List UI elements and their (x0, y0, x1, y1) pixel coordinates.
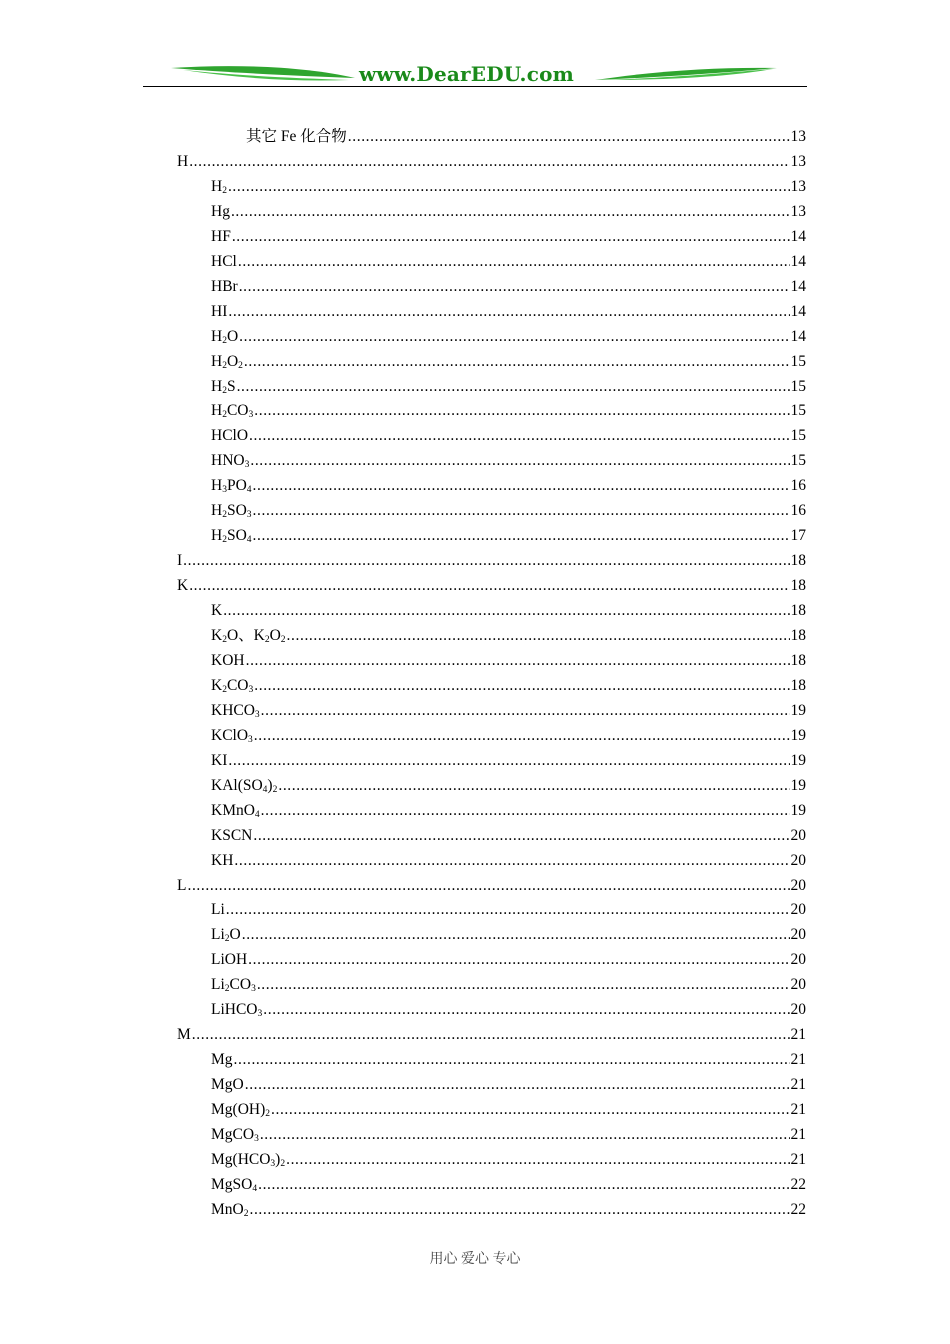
toc-entry[interactable] (211, 972, 806, 997)
toc-entry-page: 20 (790, 951, 806, 969)
toc-entry[interactable] (211, 249, 806, 274)
toc-entry-page: 14 (790, 277, 806, 295)
toc-leader-dots (237, 374, 790, 399)
toc-leader-dots (192, 1022, 790, 1047)
toc-leader-dots (232, 224, 790, 249)
toc-entry-label: KSCN (211, 826, 253, 844)
toc-leader-dots (254, 723, 790, 748)
toc-entry-page: 16 (790, 502, 806, 520)
toc-entry-page: 22 (790, 1175, 806, 1193)
toc-entry[interactable] (211, 174, 806, 199)
toc-entry[interactable] (211, 773, 806, 798)
toc-leader-dots (258, 1172, 789, 1197)
toc-leader-dots (189, 149, 789, 174)
toc-entry[interactable] (177, 149, 806, 174)
toc-entry-page: 19 (790, 776, 806, 794)
toc-entry-label: $Li_2O$ (211, 926, 241, 945)
toc-entry[interactable] (211, 897, 806, 922)
toc-entry[interactable] (211, 1097, 806, 1122)
toc-entry-page: 13 (790, 152, 806, 170)
toc-entry[interactable] (211, 798, 806, 823)
toc-entry[interactable] (211, 349, 806, 374)
toc-entry-label: $K_2CO_3$ (211, 676, 254, 695)
toc-leader-dots (248, 947, 789, 972)
toc-entry[interactable] (211, 698, 806, 723)
toc-entry-page: 14 (790, 227, 806, 245)
toc-entry[interactable] (211, 1172, 806, 1197)
toc-entry-page: 18 (790, 552, 806, 570)
toc-entry-page: 15 (790, 377, 806, 395)
toc-entry-page: 17 (790, 527, 806, 545)
toc-entry-label: $H_2S$ (211, 377, 236, 396)
toc-entry[interactable] (211, 848, 806, 873)
toc-entry[interactable] (211, 922, 806, 947)
toc-leader-dots (254, 398, 789, 423)
toc-entry-label: $K_2O$、$K_2O_2$ (211, 627, 286, 645)
toc-entry-label: $KHCO_3$ (211, 701, 260, 720)
page-footer: 用心 爱心 专心 (429, 1252, 521, 1267)
toc-entry-label: HF (211, 227, 231, 245)
toc-entry-label: 其它 Fe 化合物 (246, 128, 347, 145)
toc-entry-page: 15 (790, 427, 806, 445)
toc-leader-dots (238, 249, 790, 274)
toc-entry[interactable] (211, 523, 806, 548)
toc-leader-dots (261, 698, 790, 723)
toc-leader-dots (348, 124, 790, 149)
toc-entry[interactable] (211, 1122, 806, 1147)
toc-entry-page: 18 (790, 676, 806, 694)
toc-leader-dots (244, 349, 790, 374)
toc-leader-dots (253, 823, 789, 848)
toc-entry-label: KMnO$_4$ (211, 801, 260, 820)
toc-entry-page: 15 (790, 452, 806, 470)
toc-leader-dots (271, 1097, 790, 1122)
toc-entry-label: KClO$_3$ (211, 726, 253, 745)
toc-entry[interactable] (211, 748, 806, 773)
toc-leader-dots (257, 972, 790, 997)
toc-leader-dots (286, 1147, 789, 1172)
toc-entry[interactable] (211, 947, 806, 972)
header-rule (143, 86, 807, 87)
toc-entry[interactable] (211, 374, 806, 399)
toc-entry-label: HBr (211, 277, 238, 295)
toc-entry-label: KOH (211, 651, 245, 669)
toc-entry-label: MnO$_2$ (211, 1200, 249, 1219)
toc-entry-label: LiHCO$_3$ (211, 1001, 263, 1020)
toc-entry-page: 20 (790, 901, 806, 919)
toc-entry-label: M (177, 1026, 191, 1044)
toc-entry-page: 14 (790, 327, 806, 345)
toc-entry-label: $H_2O_2$ (211, 352, 243, 371)
toc-entry[interactable] (211, 997, 806, 1022)
toc-entry[interactable] (177, 1022, 806, 1047)
toc-entry-label: $H_2SO_3$ (211, 502, 252, 521)
toc-entry-page: 19 (790, 726, 806, 744)
toc-entry-label: H (177, 152, 189, 170)
toc-entry[interactable] (177, 548, 806, 573)
toc-leader-dots (260, 1122, 790, 1147)
toc-entry-page: 15 (790, 352, 806, 370)
toc-leader-dots (242, 922, 790, 947)
site-url: www.DearEDU.com (359, 62, 575, 86)
toc-entry-page: 13 (790, 177, 806, 195)
toc-entry[interactable] (211, 274, 806, 299)
toc-leader-dots (254, 673, 789, 698)
toc-leader-dots (250, 448, 789, 473)
toc-entry-page: 21 (790, 1101, 806, 1119)
toc-entry-page: 22 (790, 1200, 806, 1218)
toc-entry-label: K (211, 602, 223, 620)
toc-leader-dots (249, 423, 789, 448)
toc-leader-dots (245, 1072, 790, 1097)
toc-entry-page: 21 (790, 1126, 806, 1143)
toc-entry-page: 18 (790, 577, 806, 595)
toc-entry-label: $HNO_3$ (211, 452, 250, 471)
toc-entry-page: 19 (790, 701, 806, 719)
toc-entry-page: 20 (790, 851, 806, 869)
toc-entry-label: K (177, 577, 189, 595)
toc-leader-dots (228, 748, 789, 773)
toc-entry-page: 18 (790, 602, 806, 620)
toc-leader-dots (226, 897, 790, 922)
toc-entry-page: 20 (790, 976, 806, 994)
toc-entry-page: 14 (790, 302, 806, 320)
toc-entry-page: 15 (790, 402, 806, 420)
toc-leader-dots (249, 1197, 789, 1222)
toc-entry-page: 21 (790, 1150, 806, 1168)
toc-leader-dots (263, 997, 789, 1022)
toc-entry-page: 14 (790, 252, 806, 270)
toc-entry[interactable] (177, 573, 806, 598)
toc-entry[interactable] (246, 124, 806, 149)
toc-entry-label: Mg (211, 1051, 233, 1069)
toc-entry-page: 20 (790, 876, 806, 894)
toc-leader-dots (228, 174, 790, 199)
toc-entry-label: $Li_2CO_3$ (211, 976, 256, 995)
toc-entry[interactable] (211, 598, 806, 623)
toc-entry[interactable] (211, 1072, 806, 1097)
toc-entry-label: L (177, 876, 187, 894)
toc-leader-dots (246, 648, 790, 673)
toc-leader-dots (239, 324, 789, 349)
toc-entry-label: HI (211, 302, 228, 320)
toc-entry-label: MgSO$_4$ (211, 1175, 258, 1194)
toc-entry[interactable] (211, 823, 806, 848)
toc-entry-label: $Mg(OH)_2$ (211, 1101, 270, 1120)
toc-entry[interactable] (211, 199, 806, 224)
toc-entry-label: MgO (211, 1076, 244, 1094)
toc-entry-page: 18 (790, 627, 806, 644)
toc-entry-page: 16 (790, 477, 806, 495)
toc-entry[interactable] (211, 224, 806, 249)
toc-entry-label: LiOH (211, 951, 248, 969)
toc-entry[interactable] (211, 448, 806, 473)
toc-entry[interactable] (211, 498, 806, 523)
toc-leader-dots (189, 573, 789, 598)
toc-entry-label: $H_2SO_4$ (211, 527, 252, 546)
toc-entry-page: 18 (790, 651, 806, 669)
toc-entry-label: $H_2O$ (211, 327, 239, 346)
toc-leader-dots (231, 199, 790, 224)
toc-entry[interactable] (211, 648, 806, 673)
toc-entry-label: HCl (211, 252, 237, 270)
toc-leader-dots (287, 623, 790, 648)
toc-entry-label: KI (211, 751, 228, 769)
toc-entry-label: MgCO$_3$ (211, 1126, 259, 1144)
toc-leader-dots (253, 473, 790, 498)
toc-entry-page: 20 (790, 826, 806, 844)
toc-entry-label: $H_2$ (211, 177, 227, 196)
toc-leader-dots (239, 274, 790, 299)
toc-entry-page: 21 (790, 1076, 806, 1094)
toc-entry-label: $Mg(HCO_3)_2$ (211, 1150, 286, 1169)
toc-entry-page: 21 (790, 1051, 806, 1069)
toc-leader-dots (261, 798, 790, 823)
toc-entry-page: 13 (790, 202, 806, 220)
toc-entry[interactable] (211, 1197, 806, 1222)
toc-entry-page: 21 (790, 1026, 806, 1044)
toc-entry-label: $H_3PO_4$ (211, 477, 252, 496)
toc-entry[interactable] (211, 673, 806, 698)
toc-entry-page: 13 (790, 128, 806, 145)
toc-entry[interactable] (211, 473, 806, 498)
toc-entry[interactable] (211, 299, 806, 324)
toc-entry-page: 19 (790, 751, 806, 769)
toc-entry[interactable] (211, 723, 806, 748)
toc-entry-label: HClO (211, 427, 249, 445)
toc-entry[interactable] (211, 623, 806, 648)
toc-leader-dots (228, 299, 789, 324)
toc-entry[interactable] (211, 423, 806, 448)
toc-entry[interactable] (211, 398, 806, 423)
toc-entry-label: Hg (211, 202, 230, 220)
toc-entry-page: 20 (790, 1001, 806, 1019)
toc-leader-dots (223, 598, 789, 623)
toc-entry-label: $KAl(SO_4)_2$ (211, 776, 278, 795)
toc-leader-dots (183, 548, 789, 573)
toc-entry-page: 20 (790, 926, 806, 944)
toc-entry[interactable] (177, 873, 806, 898)
toc-entry-label: I (177, 552, 183, 570)
toc-entry-page: 19 (790, 801, 806, 819)
toc-entry-label: Li (211, 901, 225, 919)
toc-entry[interactable] (211, 1147, 806, 1172)
toc-entry-label: $H_2CO_3$ (211, 402, 254, 421)
toc-entry[interactable] (211, 1047, 806, 1072)
toc-leader-dots (234, 1047, 790, 1072)
toc-entry-label: KH (211, 851, 234, 869)
toc-leader-dots (253, 498, 790, 523)
toc-leader-dots (253, 523, 790, 548)
toc-leader-dots (187, 873, 789, 898)
toc-leader-dots (234, 848, 789, 873)
toc-entry[interactable] (211, 324, 806, 349)
toc-leader-dots (278, 773, 789, 798)
